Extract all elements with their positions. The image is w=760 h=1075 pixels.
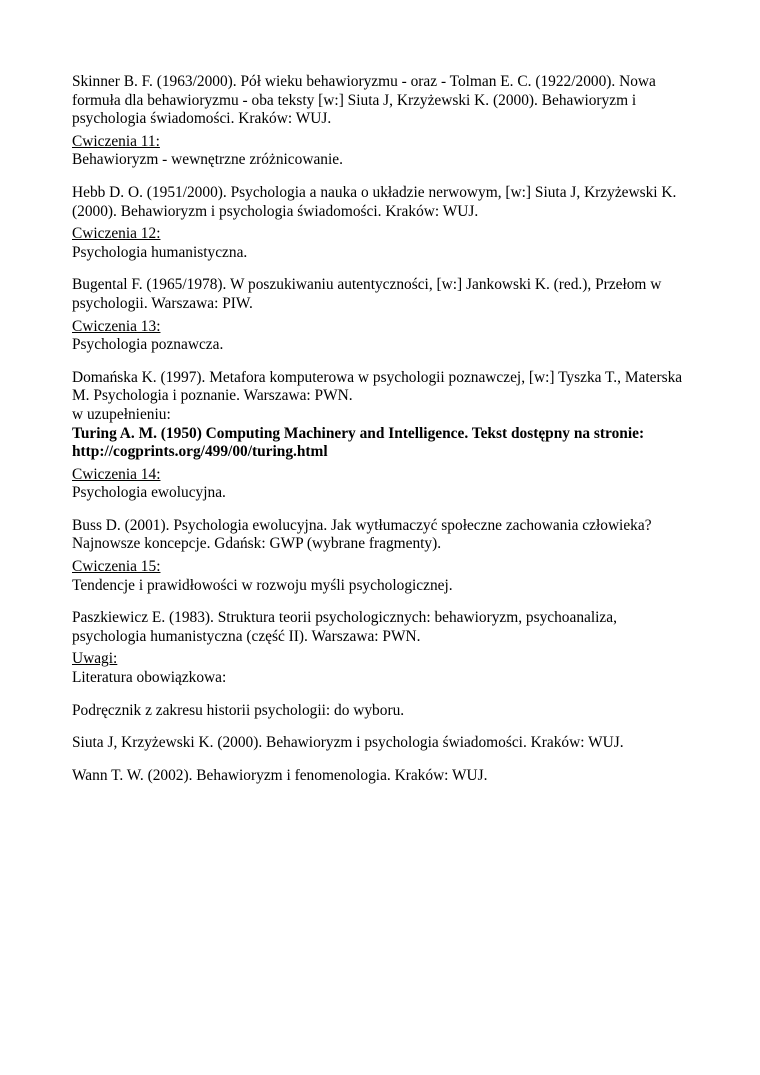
section-cwiczenia-12	[72, 225, 691, 262]
reference-hebb: Hebb D. O. (1951/2000). Psychologia a nauka o układzie nerwowym, [w:] Siuta J, Krzyżewski K. (2000). Behawioryzm i psychologia świadomości. Kraków: WUJ.	[72, 183, 677, 220]
section-description-cwiczenia-12: Psychologia humanistyczna.	[72, 243, 248, 261]
section-heading-cwiczenia-14: Cwiczenia 14:	[72, 465, 161, 483]
section-description-cwiczenia-14: Psychologia ewolucyjna.	[72, 484, 226, 502]
section-heading-cwiczenia-11: Cwiczenia 11:	[72, 132, 160, 150]
reference-wann: Wann T. W. (2002). Behawioryzm i fenomenologia. Kraków: WUJ.	[72, 766, 488, 784]
reference-skinner-tolman: Skinner B. F. (1963/2000). Pół wieku behawioryzmu - oraz - Tolman E. C. (1922/2000). Nowa formuła dla behawioryzmu - oba teksty [w:] Siuta J, Krzyżewski K. (2000). Behawioryzm i psychologia świadomości. Kraków: WUJ.	[72, 73, 656, 128]
section-description-cwiczenia-13: Psychologia poznawcza.	[72, 336, 224, 354]
section-heading-cwiczenia-15: Cwiczenia 15:	[72, 558, 161, 576]
section-heading-uwagi: Uwagi:	[72, 650, 118, 668]
section-description-uwagi: Literatura obowiązkowa:	[72, 669, 227, 687]
reference-paszkiewicz: Paszkiewicz E. (1983). Struktura teorii psychologicznych: behawioryzm, psychoanaliza, psychologia humanistyczna (część II). Warszawa: PWN.	[72, 609, 617, 645]
note-podrecznik: Podręcznik z zakresu historii psychologii: do wyboru.	[72, 701, 405, 719]
section-description-cwiczenia-11: Behawioryzm - wewnętrzne zróżnicowanie.	[72, 151, 343, 169]
section-cwiczenia-14	[72, 466, 691, 503]
supplement-turing-reference: Turing A. M. (1950) Computing Machinery and Intelligence. Tekst dostępny na stronie:	[72, 424, 645, 442]
section-cwiczenia-15	[72, 558, 691, 595]
reference-domanska: Domańska K. (1997). Metafora komputerowa w psychologii poznawczej, [w:] Tyszka T., Materska M. Psychologia i poznanie. Warszawa: PWN.	[72, 368, 683, 405]
supplement-label: w uzupełnieniu:	[72, 405, 171, 423]
section-cwiczenia-11	[72, 133, 691, 170]
section-cwiczenia-13	[72, 318, 691, 355]
reference-bugental: Bugental F. (1965/1978). W poszukiwaniu autentyczności, [w:] Jankowski K. (red.), Przełom w psychologii. Warszawa: PIW.	[72, 276, 662, 312]
reference-domanska-with-supplement	[72, 369, 691, 462]
document-content	[72, 73, 691, 785]
section-description-cwiczenia-15: Tendencje i prawidłowości w rozwoju myśli psychologicznej.	[72, 576, 453, 594]
section-uwagi	[72, 650, 691, 687]
reference-siuta: Siuta J, Krzyżewski K. (2000). Behawioryzm i psychologia świadomości. Kraków: WUJ.	[72, 734, 624, 752]
section-heading-cwiczenia-13: Cwiczenia 13:	[72, 317, 161, 335]
reference-buss: Buss D. (2001). Psychologia ewolucyjna. Jak wytłumaczyć społeczne zachowania człowieka? Najnowsze koncepcje. Gdańsk: GWP (wybrane fragmenty).	[72, 516, 652, 553]
supplement-turing-url: http://cogprints.org/499/00/turing.html	[72, 443, 328, 461]
section-heading-cwiczenia-12: Cwiczenia 12:	[72, 225, 161, 243]
